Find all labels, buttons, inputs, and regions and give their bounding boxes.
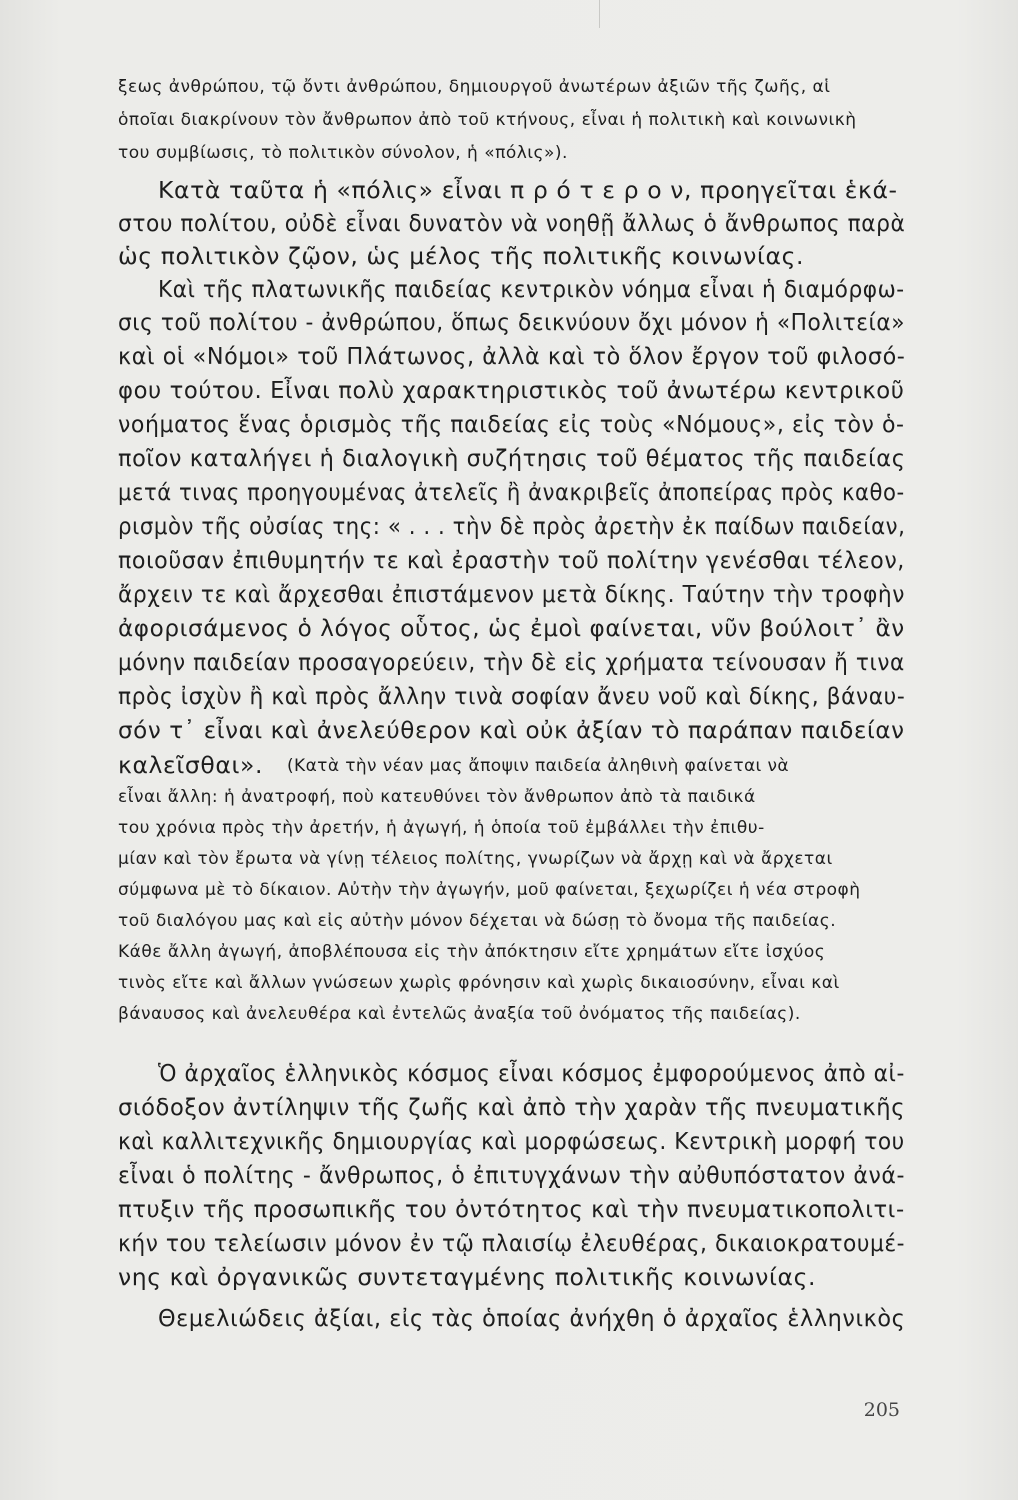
text-line: καλεῖσθαι».	[118, 751, 264, 779]
text-line: φου τούτου. Εἶναι πολὺ χαρακτηριστικὸς τοῦ ἀνωτέρω κεντρικοῦ	[118, 376, 905, 404]
text-line: Καὶ τῆς πλατωνικῆς παιδείας κεντρικὸν νόημα εἶναι ἡ διαμόρφω-	[158, 275, 905, 303]
text-line: Θεμελιώδεις ἀξίαι, εἰς τὰς ὁποίας ἀνήχθη ὁ ἀρχαῖος ἑλληνικὸς	[158, 1304, 906, 1332]
text-line: ποῖον καταλήγει ἡ διαλογικὴ συζήτησις τοῦ θέματος τῆς παιδείας	[118, 444, 906, 472]
text-line: τοῦ διαλόγου μας καὶ εἰς αὐτὴν μόνον δέχεται νὰ δώσῃ τὸ ὄνομα τῆς παιδείας.	[118, 911, 837, 931]
text-line: ἄρχειν τε καὶ ἄρχεσθαι ἐπιστάμενον μετὰ δίκης. Ταύτην τὴν τροφὴν	[118, 580, 905, 608]
text-line: Κάθε ἄλλη ἀγωγή, ἀποβλέπουσα εἰς τὴν ἀπόκτησιν εἴτε χρημάτων εἴτε ἰσχύος	[118, 942, 826, 962]
text-line: σις τοῦ πολίτου - ἀνθρώπου, ὅπως δεικνύουν ὄχι μόνον ἡ «Πολιτεία»	[118, 308, 906, 336]
text-line: Ὁ ἀρχαῖος ἑλληνικὸς κόσμος εἶναι κόσμος ἐμφορούμενος ἀπὸ αἰ-	[158, 1059, 905, 1087]
text-line: ξεως ἀνθρώπου, τῷ ὄντι ἀνθρώπου, δημιουργοῦ ἀνωτέρων ἀξιῶν τῆς ζωῆς, αἱ	[118, 77, 831, 97]
text-line: (Κατὰ τὴν νέαν μας ἄποψιν παιδεία ἀληθινὴ φαίνεται νὰ	[287, 756, 790, 776]
text-line: μίαν καὶ τὸν ἔρωτα νὰ γίνῃ τέλειος πολίτης, γνωρίζων νὰ ἄρχῃ καὶ νὰ ἄρχεται	[118, 849, 833, 869]
text-line: πτυξιν τῆς προσωπικῆς του ὀντότητος καὶ τὴν πνευματικοπολιτι-	[118, 1195, 905, 1223]
text-line: Κατὰ ταῦτα ἡ «πόλις» εἶναι π ρ ό τ ε ρ ο ν, προηγεῖται ἑκά-	[158, 176, 898, 204]
text-line: τινὸς εἴτε καὶ ἄλλων γνώσεων χωρὶς φρόνησιν καὶ χωρὶς δικαιοσύνην, εἶναι καὶ	[118, 973, 840, 993]
text-line: νης καὶ ὀργανικῶς συντεταγμένης πολιτικῆς κοινωνίας.	[118, 1263, 817, 1291]
text-line: ὡς πολιτικὸν ζῷον, ὡς μέλος τῆς πολιτικῆς κοινωνίας.	[118, 242, 805, 270]
text-line: εἶναι ἄλλη: ἡ ἀνατροφή, ποὺ κατευθύνει τὸν ἄνθρωπον ἀπὸ τὰ παιδικά	[118, 787, 756, 807]
scan-artifact-line	[599, 0, 600, 28]
text-line: νοήματος ἕνας ὁρισμὸς τῆς παιδείας εἰς τοὺς «Νόμους», εἰς τὸν ὁ-	[118, 410, 905, 438]
text-line: μόνην παιδείαν προσαγορεύειν, τὴν δὲ εἰς χρήματα τείνουσαν ἤ τινα	[118, 648, 905, 676]
page-number: 205	[863, 1399, 900, 1421]
text-line: πρὸς ἰσχὺν ἢ καὶ πρὸς ἄλλην τινὰ σοφίαν ἄνευ νοῦ καὶ δίκης, βάναυ-	[118, 682, 906, 710]
text-line: στου πολίτου, οὐδὲ εἶναι δυνατὸν νὰ νοηθῇ ἄλλως ὁ ἄνθρωπος παρὰ	[118, 209, 906, 237]
text-line: του χρόνια πρὸς τὴν ἀρετήν, ἡ ἀγωγή, ἡ ὁποία τοῦ ἐμβάλλει τὴν ἐπιθυ-	[118, 818, 765, 838]
text-line: ὁποῖαι διακρίνουν τὸν ἄνθρωπον ἀπὸ τοῦ κτήνους, εἶναι ἡ πολιτικὴ καὶ κοινωνικὴ	[118, 110, 857, 130]
text-line: μετά τινας προηγουμένας ἀτελεῖς ἢ ἀνακριβεῖς ἀποπείρας πρὸς καθο-	[118, 478, 905, 506]
text-line: καὶ οἱ «Νόμοι» τοῦ Πλάτωνος, ἀλλὰ καὶ τὸ ὅλον ἔργον τοῦ φιλοσό-	[118, 342, 906, 370]
text-line: σύμφωνα μὲ τὸ δίκαιον. Αὐτὴν τὴν ἀγωγήν, μοῦ φαίνεται, ξεχωρίζει ἡ νέα στροφὴ	[118, 880, 861, 900]
text-line: ρισμὸν τῆς οὐσίας της: « . . . τὴν δὲ πρὸς ἀρετὴν ἐκ παίδων παιδείαν,	[118, 512, 906, 540]
text-line: του συμβίωσις, τὸ πολιτικὸν σύνολον, ἡ «πόλις»).	[118, 143, 568, 163]
text-line: ποιοῦσαν ἐπιθυμητήν τε καὶ ἐραστὴν τοῦ πολίτην γενέσθαι τέλεον,	[118, 546, 905, 574]
text-line: καὶ καλλιτεχνικῆς δημιουργίας καὶ μορφώσεως. Κεντρικὴ μορφή του	[118, 1127, 905, 1155]
text-line: ἀφορισάμενος ὁ λόγος οὗτος, ὡς ἐμοὶ φαίνεται, νῦν βούλοιτ᾽ ἂν	[118, 614, 905, 642]
text-line: βάναυσος καὶ ἀνελευθέρα καὶ ἐντελῶς ἀναξία τοῦ ὀνόματος τῆς παιδείας).	[118, 1004, 801, 1024]
text-line: εἶναι ὁ πολίτης - ἄνθρωπος, ὁ ἐπιτυγχάνων τὴν αὐθυπόστατον ἀνά-	[118, 1161, 906, 1189]
text-line: κήν του τελείωσιν μόνον ἐν τῷ πλαισίῳ ἐλευθέρας, δικαιοκρατουμέ-	[118, 1229, 906, 1257]
text-line: σιόδοξον ἀντίληψιν τῆς ζωῆς καὶ ἀπὸ τὴν χαρὰν τῆς πνευματικῆς	[118, 1093, 906, 1121]
text-line: σόν τ᾽ εἶναι καὶ ἀνελεύθερον καὶ οὐκ ἀξίαν τὸ παράπαν παιδείαν	[118, 716, 905, 744]
